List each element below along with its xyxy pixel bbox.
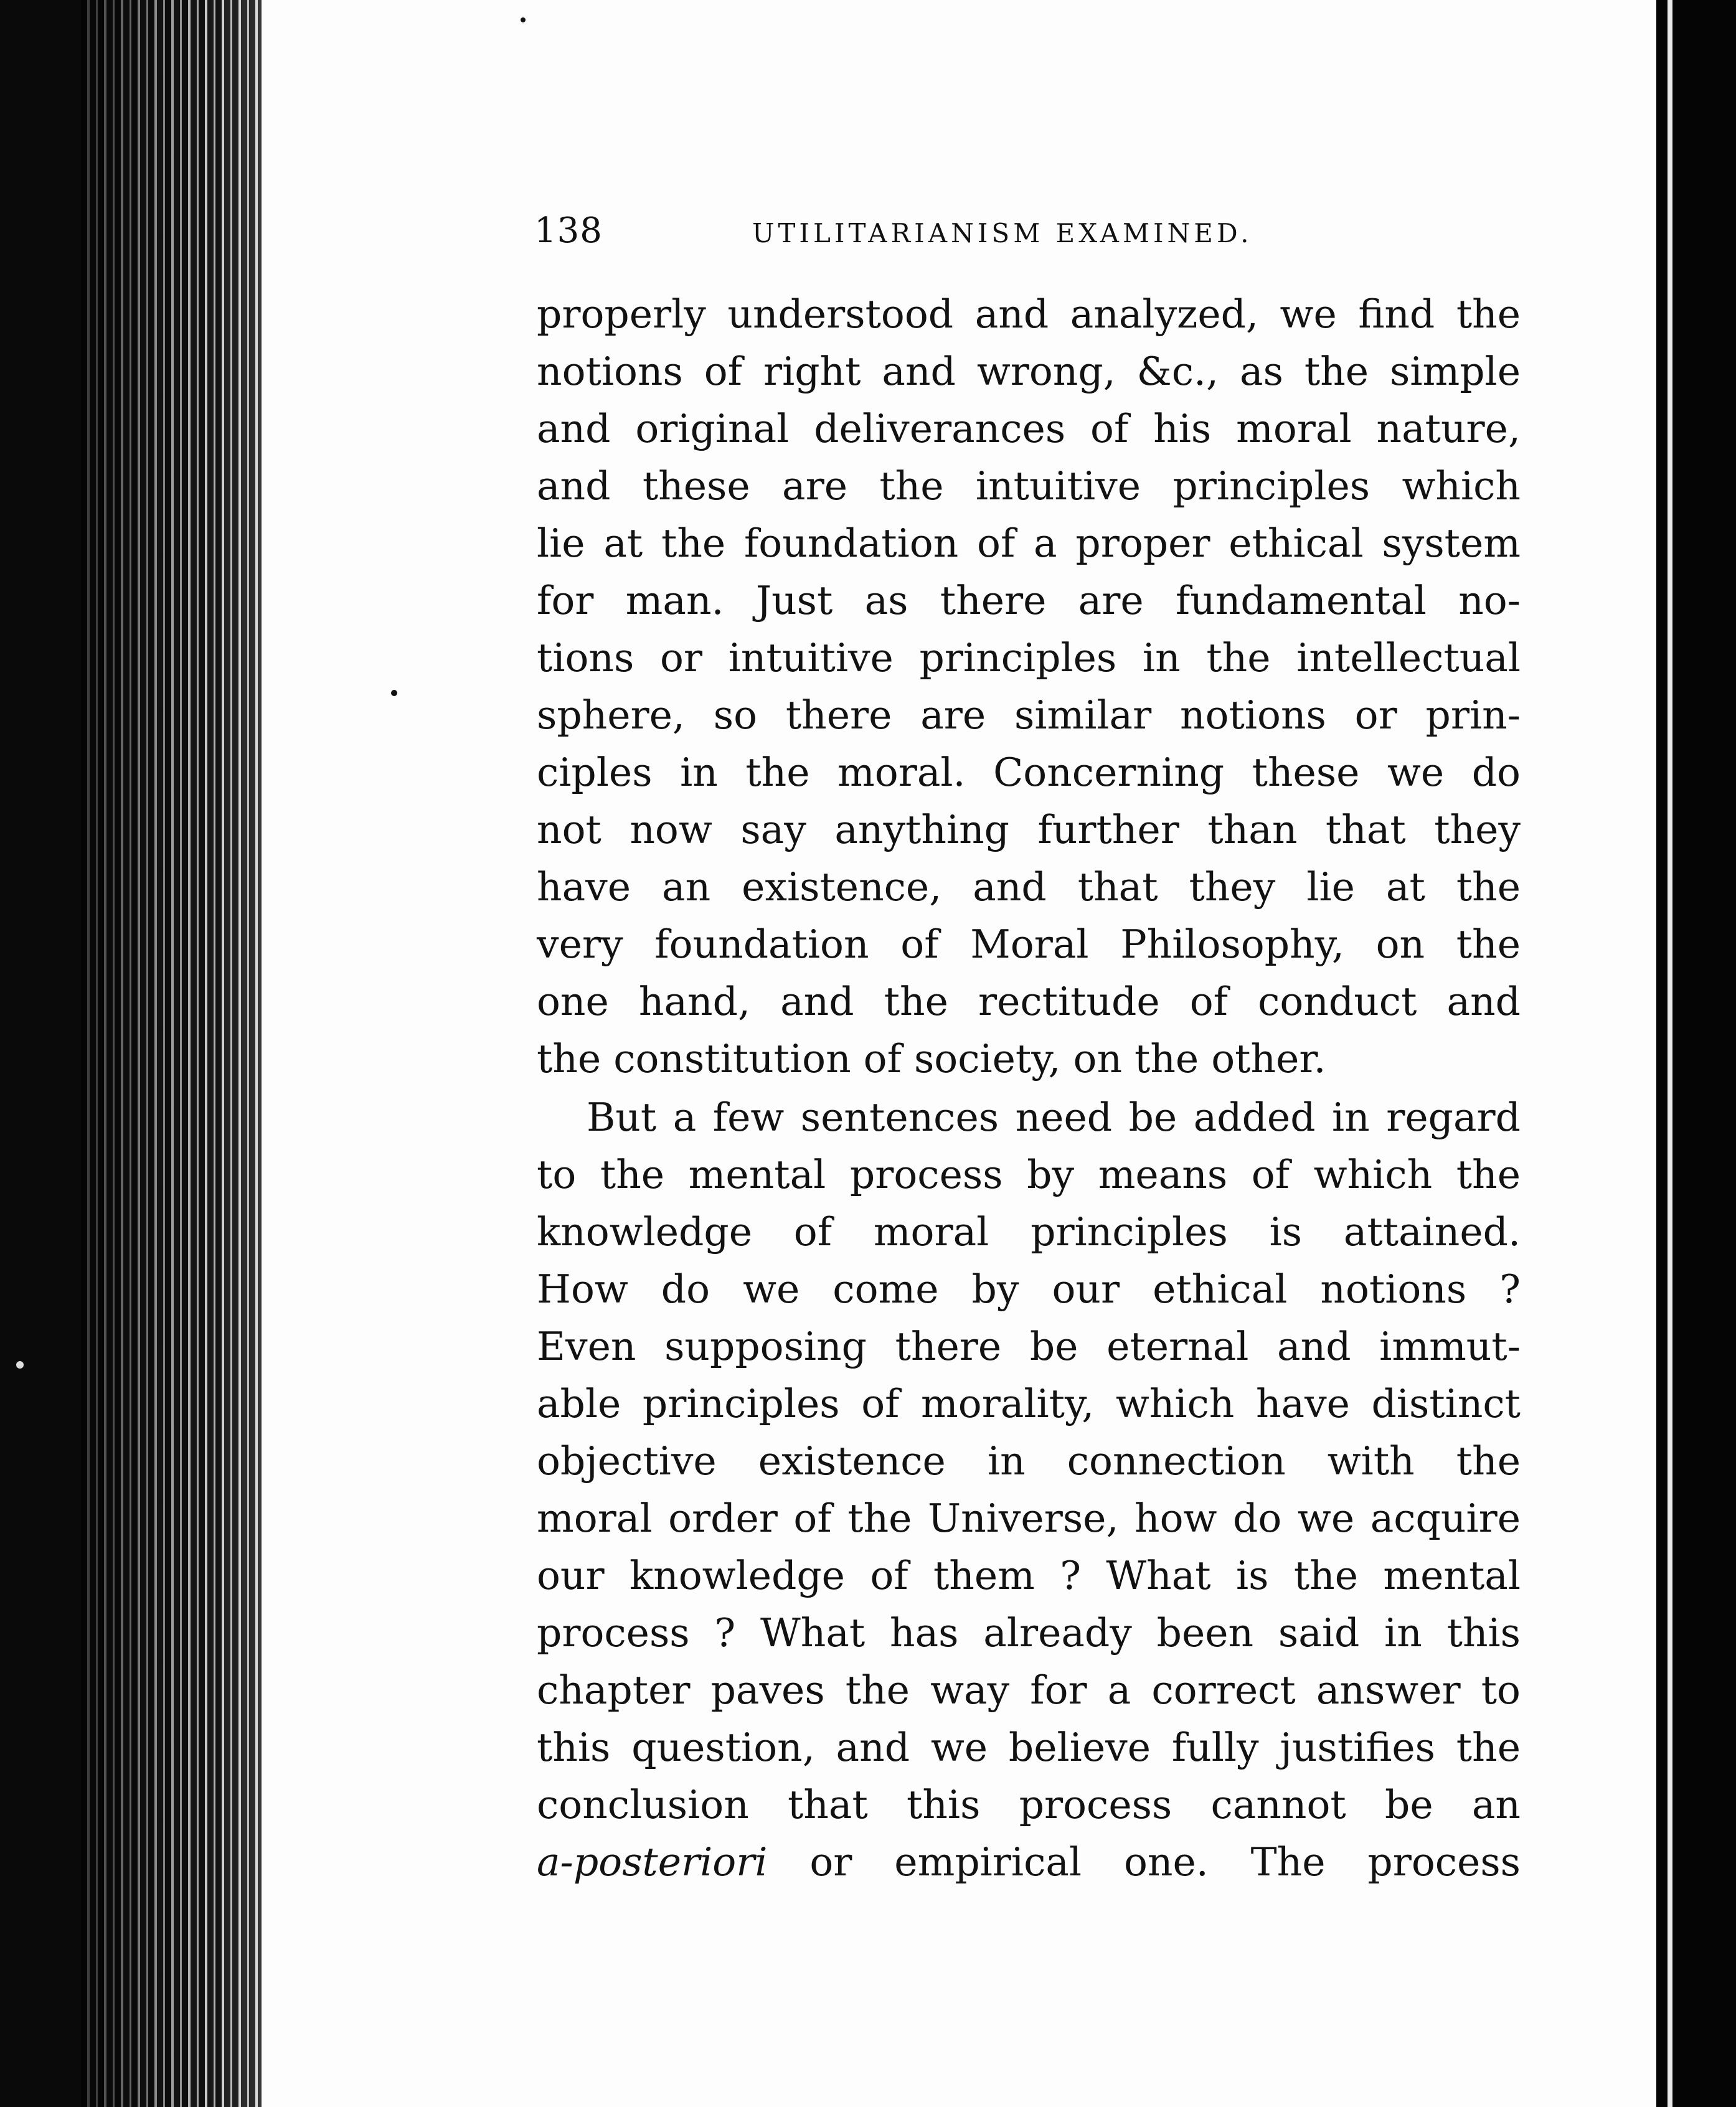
text-line: lie at the foundation of a proper ethical system [537,521,1521,566]
text-line: How do we come by our ethical notions ? [537,1266,1521,1312]
text-line: But a few sentences need be added in regard [587,1095,1521,1140]
text-line: sphere, so there are similar notions or prin- [537,692,1521,738]
text-line: chapter paves the way for a correct answer to [537,1667,1521,1713]
text-line: tions or intuitive principles in the intellectual [537,635,1521,681]
text-line: very foundation of Moral Philosophy, on the [537,922,1521,967]
italic-term: a-posteriori [537,1839,768,1885]
text-line: knowledge of moral principles is attained. [537,1209,1521,1255]
text-line: ciples in the moral. Concerning these we do [537,750,1521,795]
text-line: and these are the intuitive principles which [537,463,1521,509]
text-run: or empirical one. The process [767,1839,1521,1885]
text-line: for man. Just as there are fundamental no- [537,578,1521,623]
text-line: Even supposing there be eternal and immut- [537,1324,1521,1369]
text-line: this question, and we believe fully justifies the [537,1725,1521,1770]
text-line: process ? What has already been said in this [537,1610,1521,1656]
binding-shadow [81,0,268,2107]
text-line: not now say anything further than that they [537,807,1521,852]
scan-speck [16,1361,24,1369]
text-line: conclusion that this process cannot be an [537,1782,1521,1827]
text-line: properly understood and analyzed, we find the [537,291,1521,337]
text-line: the constitution of society, on the other. [537,1036,1326,1082]
text-line: moral order of the Universe, how do we acquire [537,1496,1521,1541]
text-line: have an existence, and that they lie at the [537,864,1521,910]
text-line: one hand, and the rectitude of conduct and [537,979,1521,1024]
running-title: UTILITARIANISM EXAMINED. [752,218,1253,248]
scan-speck [391,690,397,696]
text-line: our knowledge of them ? What is the mental [537,1553,1521,1598]
text-line: and original deliverances of his moral nature, [537,406,1521,451]
text-line: able principles of morality, which have distinct [537,1381,1521,1426]
facing-page-edge [1656,0,1736,2107]
page-number: 138 [534,210,603,251]
text-line: to the mental process by means of which the [537,1152,1521,1197]
text-line: objective existence in connection with the [537,1438,1521,1484]
running-head [534,205,1306,262]
text-line: notions of right and wrong, &c., as the simple [537,349,1521,394]
scan-speck [521,17,526,22]
text-line [537,1834,1521,1890]
